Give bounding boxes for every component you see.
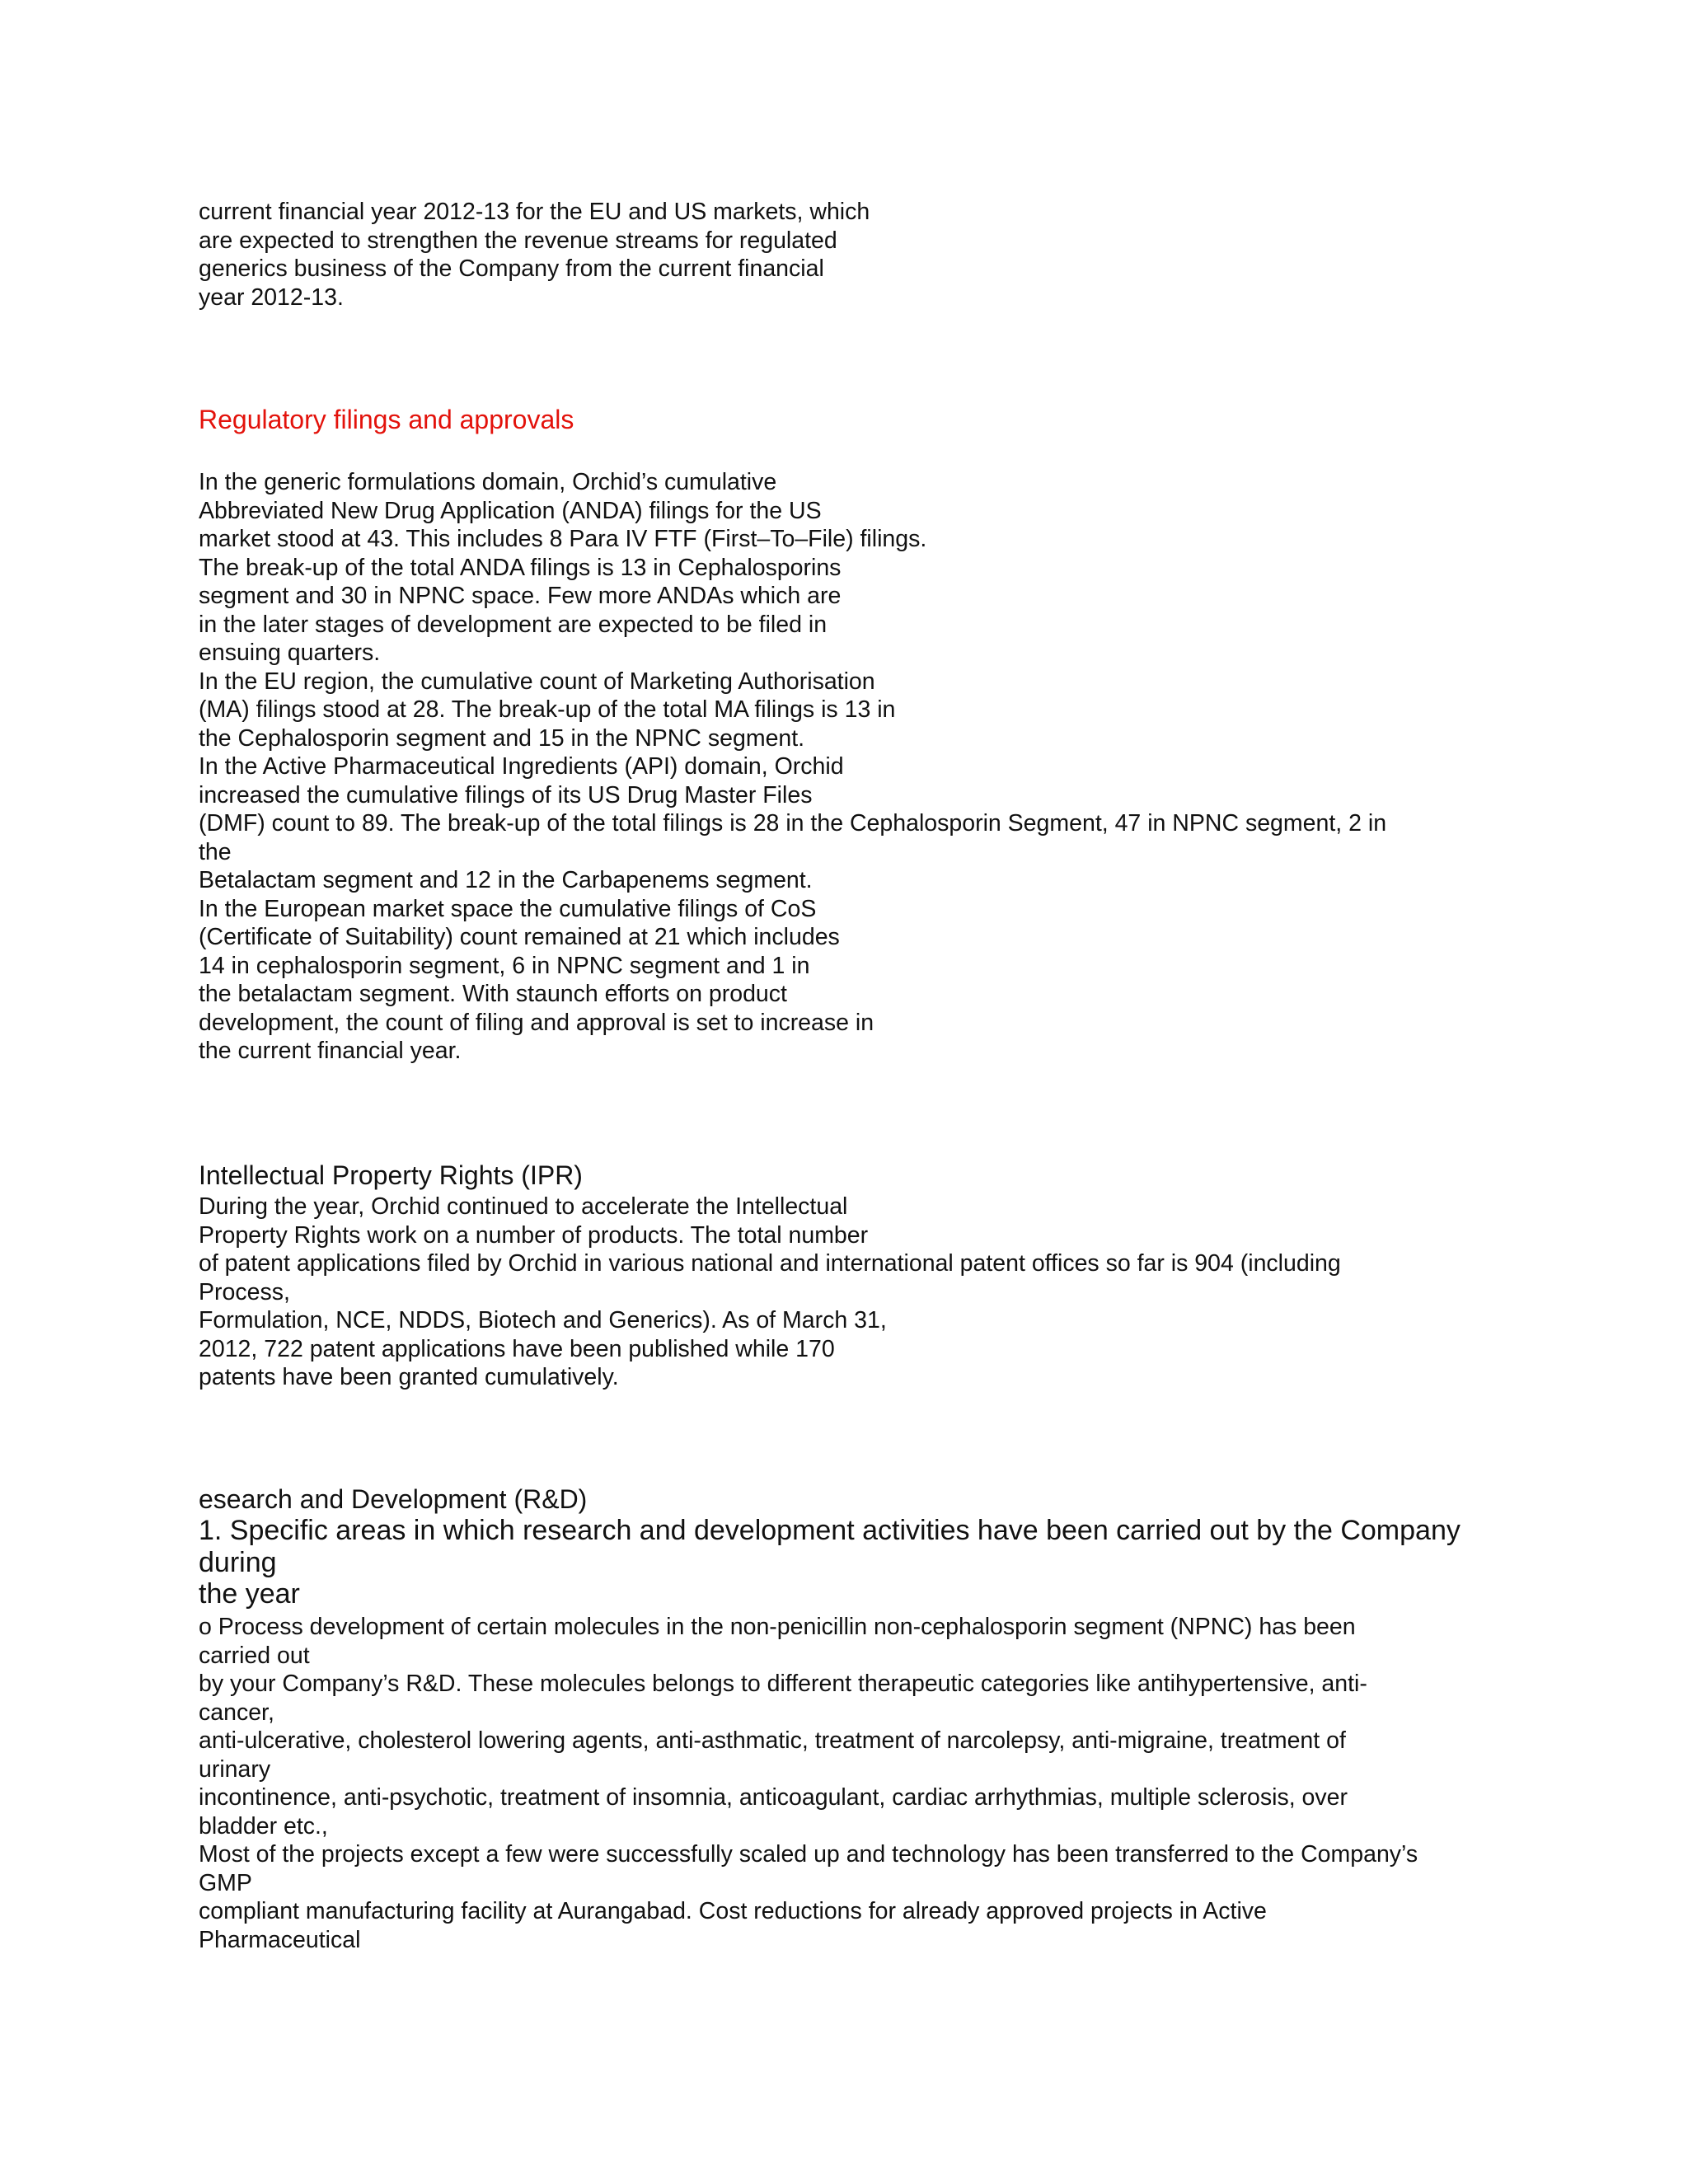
text-line: during bbox=[199, 1546, 277, 1578]
text-line: Formulation, NCE, NDDS, Biotech and Generics). As of March 31, bbox=[199, 1307, 887, 1333]
text-line: the current financial year. bbox=[199, 1038, 462, 1064]
text-line: Most of the projects except a few were successfully scaled up and technology has been transferred to the Company’s bbox=[199, 1841, 1418, 1868]
text-line: the Cephalosporin segment and 15 in the NPNC segment. bbox=[199, 724, 805, 752]
text-line: the year bbox=[199, 1578, 300, 1610]
regulatory-paragraph bbox=[199, 468, 1386, 1066]
text-line: GMP bbox=[199, 1869, 252, 1896]
text-line: Pharmaceutical bbox=[199, 1926, 361, 1953]
text-line: compliant manufacturing facility at Aurangabad. Cost reductions for already approved projects in Active bbox=[199, 1898, 1267, 1924]
text-line: In the generic formulations domain, Orchid’s cumulative bbox=[199, 469, 777, 495]
text-line: Abbreviated New Drug Application (ANDA) filings for the US bbox=[199, 497, 822, 524]
text-line: In the EU region, the cumulative count of Marketing Authorisation bbox=[199, 668, 875, 695]
text-line: anti-ulcerative, cholesterol lowering agents, anti-asthmatic, treatment of narcolepsy, anti-migraine, treatment of bbox=[199, 1727, 1346, 1754]
text-line: (DMF) count to 89. The break-up of the total filings is 28 in the Cephalosporin Segment, 47 in NPNC segment, 2 in bbox=[199, 810, 1387, 837]
text-line: In the European market space the cumulative filings of CoS bbox=[199, 895, 817, 922]
text-line: by your Company’s R&D. These molecules belongs to different therapeutic categories like antihypertensive, anti- bbox=[199, 1671, 1367, 1697]
text-line: carried out bbox=[199, 1642, 310, 1669]
text-line: The break-up of the total ANDA filings is 13 in Cephalosporins bbox=[199, 554, 842, 581]
text-line: (Certificate of Suitability) count remained at 21 which includes bbox=[199, 924, 840, 950]
text-line: patents have been granted cumulatively. bbox=[199, 1364, 619, 1390]
text-line: are expected to strengthen the revenue streams for regulated bbox=[199, 227, 837, 254]
text-line: incontinence, anti-psychotic, treatment of insomnia, anticoagulant, cardiac arrhythmias, multiple sclerosis, over bbox=[199, 1784, 1348, 1811]
text-line: o Process development of certain molecules in the non-penicillin non-cephalosporin segment (NPNC) has been bbox=[199, 1614, 1356, 1640]
text-line: generics business of the Company from the current financial bbox=[199, 255, 824, 282]
text-line: year 2012-13. bbox=[199, 284, 344, 311]
text-line: urinary bbox=[199, 1755, 271, 1783]
text-line: Property Rights work on a number of products. The total number bbox=[199, 1221, 869, 1249]
text-line: of patent applications filed by Orchid in various national and international patent offices so far is 904 (including bbox=[199, 1250, 1341, 1277]
text-line: During the year, Orchid continued to accelerate the Intellectual bbox=[199, 1193, 848, 1220]
text-line: cancer, bbox=[199, 1699, 274, 1726]
text-line: current financial year 2012-13 for the EU and US markets, which bbox=[199, 199, 870, 225]
text-line: Betalactam segment and 12 in the Carbapenems segment. bbox=[199, 867, 813, 893]
text-line: segment and 30 in NPNC space. Few more ANDAs which are bbox=[199, 583, 842, 609]
text-line: in the later stages of development are expected to be filed in bbox=[199, 611, 828, 638]
text-line: the betalactam segment. With staunch efforts on product bbox=[199, 981, 787, 1007]
text-line: the bbox=[199, 838, 232, 865]
text-line: In the Active Pharmaceutical Ingredients (API) domain, Orchid bbox=[199, 753, 844, 780]
text-line: Process, bbox=[199, 1278, 290, 1305]
text-line: bladder etc., bbox=[199, 1812, 328, 1840]
text-line: 14 in cephalosporin segment, 6 in NPNC segment and 1 in bbox=[199, 952, 810, 979]
text-line: 1. Specific areas in which research and development activities have been carried out by the Company bbox=[199, 1515, 1461, 1546]
intro-paragraph bbox=[199, 198, 870, 312]
text-line: increased the cumulative filings of its US Drug Master Files bbox=[199, 781, 813, 808]
text-line: development, the count of filing and approval is set to increase in bbox=[199, 1009, 874, 1036]
ipr-heading: Intellectual Property Rights (IPR) bbox=[199, 1160, 583, 1190]
text-line: 2012, 722 patent applications have been published while 170 bbox=[199, 1335, 835, 1362]
text-line: (MA) filings stood at 28. The break-up of the total MA filings is 13 in bbox=[199, 696, 896, 723]
ipr-paragraph bbox=[199, 1193, 1341, 1392]
rnd-heading: esearch and Development (R&D) bbox=[199, 1484, 588, 1514]
text-line: market stood at 43. This includes 8 Para IV FTF (First–To–File) filings. bbox=[199, 526, 927, 552]
rnd-subheading bbox=[199, 1515, 1461, 1610]
regulatory-heading: Regulatory filings and approvals bbox=[199, 405, 574, 434]
rnd-paragraph bbox=[199, 1613, 1418, 1954]
text-line: ensuing quarters. bbox=[199, 640, 381, 666]
